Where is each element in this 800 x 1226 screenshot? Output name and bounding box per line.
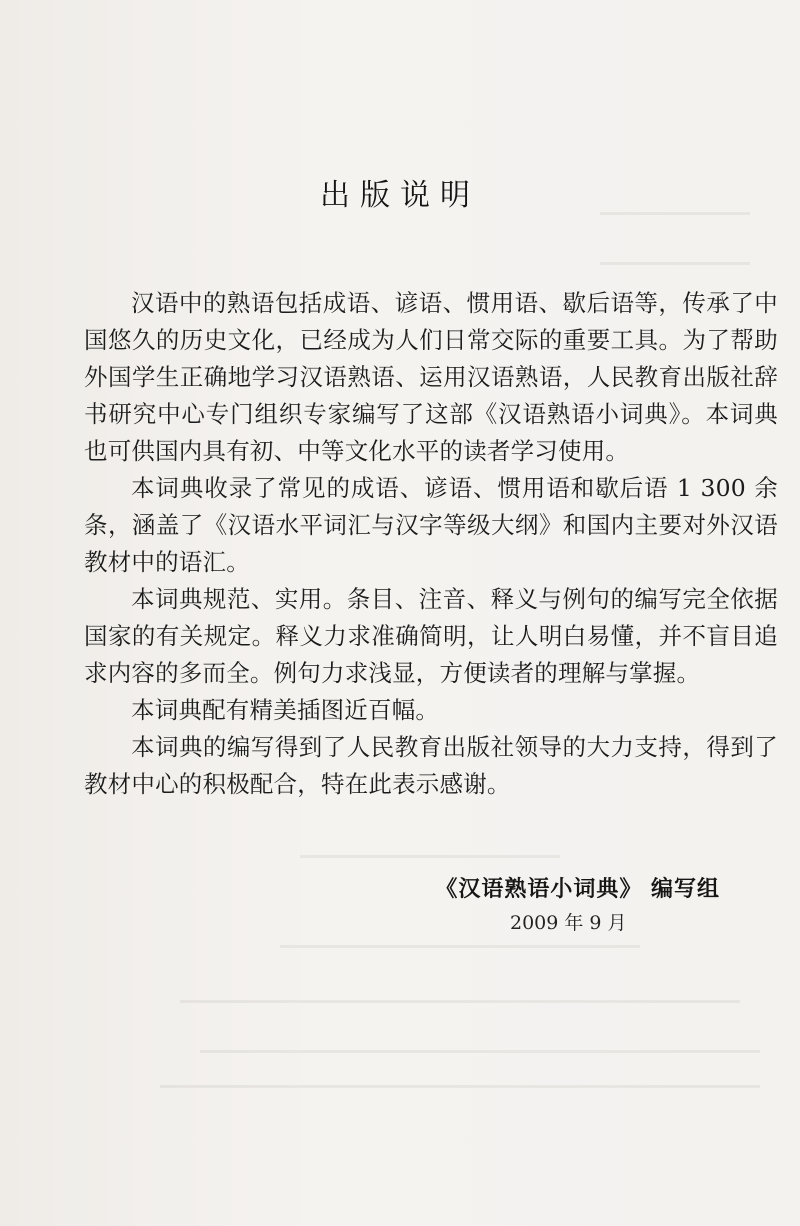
page-title: 出版说明 <box>320 178 480 213</box>
paragraph-1: 汉语中的熟语包括成语、谚语、惯用语、歇后语等，传承了中国悠久的历史文化，已经成为人们日常交际的重要工具。为了帮助外国学生正确地学习汉语熟语、运用汉语熟语，人民教育出版社辞书研究中心专门组织专家编写了这部《汉语熟语小词典》。本词典也可供国内具有初、中等文化水平的读者学习使用。 <box>84 289 778 465</box>
bleed-through-line <box>600 262 750 265</box>
paragraph-3: 本词典规范、实用。条目、注音、释义与例句的编写完全依据国家的有关规定。释义力求准确简明，让人明白易懂，并不盲目追求内容的多而全。例句力求浅显，方便读者的理解与掌握。 <box>84 585 778 687</box>
paragraph-4: 本词典配有精美插图近百幅。 <box>131 696 440 724</box>
paragraph-2: 本词典收录了常见的成语、谚语、惯用语和歇后语 1 300 余条，涵盖了《汉语水平词汇与汉字等级大纲》和国内主要对外汉语教材中的语汇。 <box>84 474 778 576</box>
bleed-through-line <box>280 945 640 948</box>
date: 2009 年 9 月 <box>510 912 627 934</box>
bleed-through-line <box>160 1085 760 1088</box>
bleed-through-line <box>180 1000 740 1003</box>
body-text <box>84 285 778 803</box>
bleed-through-line <box>200 1050 760 1053</box>
signature: 《汉语熟语小词典》 编写组 <box>435 877 720 902</box>
paragraph-5: 本词典的编写得到了人民教育出版社领导的大力支持，得到了教材中心的积极配合，特在此表示感谢。 <box>84 733 778 798</box>
bleed-through-line <box>300 855 560 858</box>
